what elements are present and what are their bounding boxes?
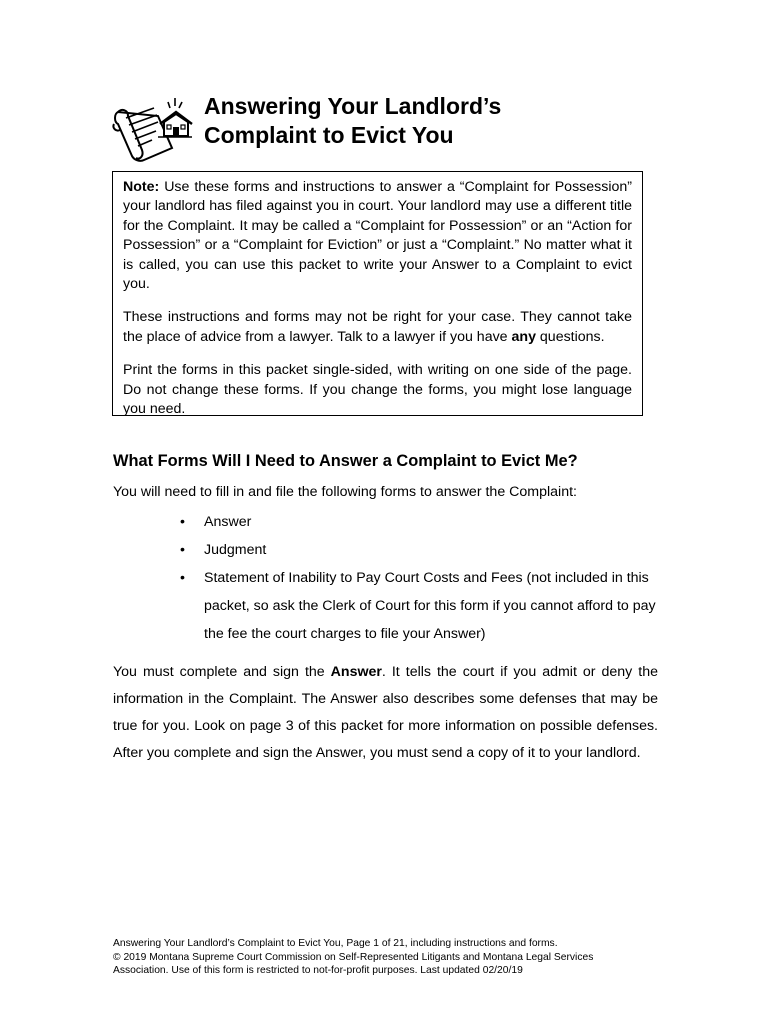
footer-line-3: Association. Use of this form is restricted to not-for-profit purposes. Last updated 02/20/19 bbox=[113, 965, 523, 977]
note-paragraph-2 bbox=[123, 308, 632, 347]
body-text-b: . It tells the court if you admit or deny the information in the Complaint. The Answer also describes some defenses that may be true for you. Look on page 3 of this packet for more information on possible defenses. After you complete and sign the Answer, you must send a copy of it to your landlord. bbox=[113, 664, 658, 761]
body-paragraph bbox=[113, 659, 658, 767]
note-text-2-bold: any bbox=[511, 328, 536, 345]
body-text-bold: Answer bbox=[330, 664, 382, 680]
document-house-icon bbox=[112, 94, 194, 166]
list-item: • Judgment bbox=[180, 536, 660, 564]
footer-line-1: Answering Your Landlord’s Complaint to Evict You, Page 1 of 21, including instructions and forms. bbox=[113, 938, 558, 949]
list-item: • Answer bbox=[180, 508, 660, 536]
list-item: • Statement of Inability to Pay Court Costs and Fees (not included in this packet, so ask the Clerk of Court for this form if you cannot afford to pay the fee the court charges to file your Answer) bbox=[180, 564, 660, 648]
page-header bbox=[112, 92, 672, 172]
section-heading: What Forms Will I Need to Answer a Complaint to Evict Me? bbox=[113, 452, 578, 470]
title-line-2: Complaint to Evict You bbox=[204, 122, 454, 148]
section-intro: You will need to fill in and file the following forms to answer the Complaint: bbox=[113, 484, 577, 500]
forms-list bbox=[180, 508, 660, 648]
footer-line-2: © 2019 Montana Supreme Court Commission on Self-Represented Litigants and Montana Legal Services bbox=[113, 951, 594, 963]
body-text-a: You must complete and sign the bbox=[113, 664, 331, 680]
note-label: Note: bbox=[123, 179, 160, 195]
note-text-1: Use these forms and instructions to answer a “Complaint for Possession” your landlord has filed against you in court. Your landlord may use a different title for the Complaint. It may be called a “Complaint for Possession” or an “Action for Possession” or a “Complaint for Eviction” or just a “Complaint.” No matter what it is called, you can use this packet to write your Answer to a Complaint to evict you. bbox=[123, 179, 632, 293]
note-box bbox=[112, 171, 643, 416]
page-footer bbox=[113, 937, 653, 978]
note-paragraph-1 bbox=[123, 178, 632, 294]
page-title bbox=[204, 92, 501, 150]
note-text-2b: questions. bbox=[535, 328, 605, 345]
note-paragraph-3: Print the forms in this packet single-sided, with writing on one side of the page. Do not change these forms. If you change the forms, you might lose language you need. bbox=[123, 362, 632, 418]
note-text-2a: These instructions and forms may not be right for your case. They cannot take the place of advice from a lawyer. Talk to a lawyer if you have bbox=[123, 309, 632, 345]
title-line-1: Answering Your Landlord’s bbox=[204, 93, 502, 119]
